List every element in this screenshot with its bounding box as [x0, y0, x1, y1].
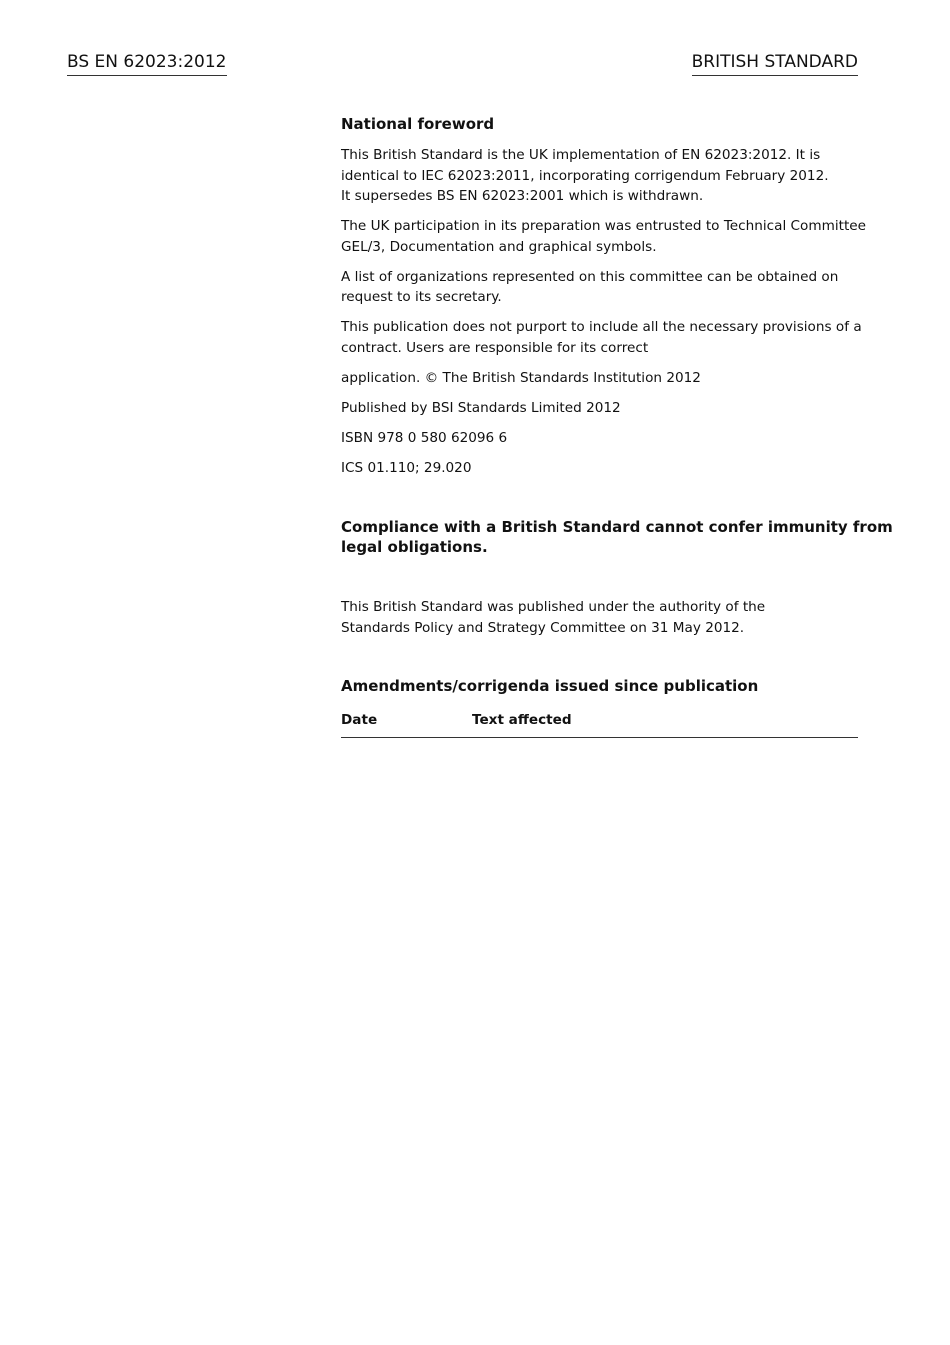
text-line: It supersedes BS EN 62023:2001 which is withdrawn.: [341, 188, 704, 204]
text-line: ICS 01.110; 29.020: [341, 459, 472, 476]
publisher-line: [341, 398, 858, 419]
foreword-paragraph: [341, 317, 862, 358]
text-line: identical to IEC 62023:2011, incorporating corrigendum February 2012.: [341, 167, 829, 184]
foreword-title: National foreword: [341, 115, 495, 133]
text-line: This publication does not purport to include all the necessary provisions of a: [341, 319, 862, 335]
column-header-date: Date: [341, 712, 378, 728]
text-line: legal obligations.: [341, 538, 488, 556]
text-line: request to its secretary.: [341, 289, 502, 305]
copyright-line: [341, 368, 858, 389]
amendments-title: Amendments/corrigenda issued since publication: [341, 677, 759, 695]
text-line: ISBN 978 0 580 62096 6: [341, 429, 508, 446]
text-line: A list of organizations represented on this committee can be obtained on: [341, 268, 839, 285]
text-line: GEL/3, Documentation and graphical symbols.: [341, 238, 657, 255]
amendments-table-header: [341, 711, 858, 738]
compliance-statement: [341, 517, 893, 557]
ics-line: [341, 458, 858, 479]
foreword-paragraph: [341, 145, 858, 207]
foreword-paragraph: [341, 267, 858, 308]
column-header-text-affected: Text affected: [472, 712, 572, 728]
text-line: Standards Policy and Strategy Committee on 31 May 2012.: [341, 619, 745, 636]
text-line: contract. Users are responsible for its correct: [341, 339, 649, 356]
text-line: application. © The British Standards Institution 2012: [341, 369, 701, 386]
isbn-line: [341, 428, 858, 449]
foreword-paragraph: [341, 216, 867, 257]
text-line: This British Standard is the UK implementation of EN 62023:2012. It is: [341, 147, 821, 163]
authority-statement: [341, 597, 858, 638]
text-line: The UK participation in its preparation was entrusted to Technical Committee: [341, 218, 867, 234]
text-line: Published by BSI Standards Limited 2012: [341, 399, 621, 416]
text-line: Compliance with a British Standard cannot confer immunity from: [341, 518, 893, 536]
main-content: [341, 114, 893, 738]
document-code: BS EN 62023:2012: [67, 50, 227, 76]
document-type: BRITISH STANDARD: [692, 50, 858, 76]
text-line: This British Standard was published under the authority of the: [341, 599, 766, 615]
